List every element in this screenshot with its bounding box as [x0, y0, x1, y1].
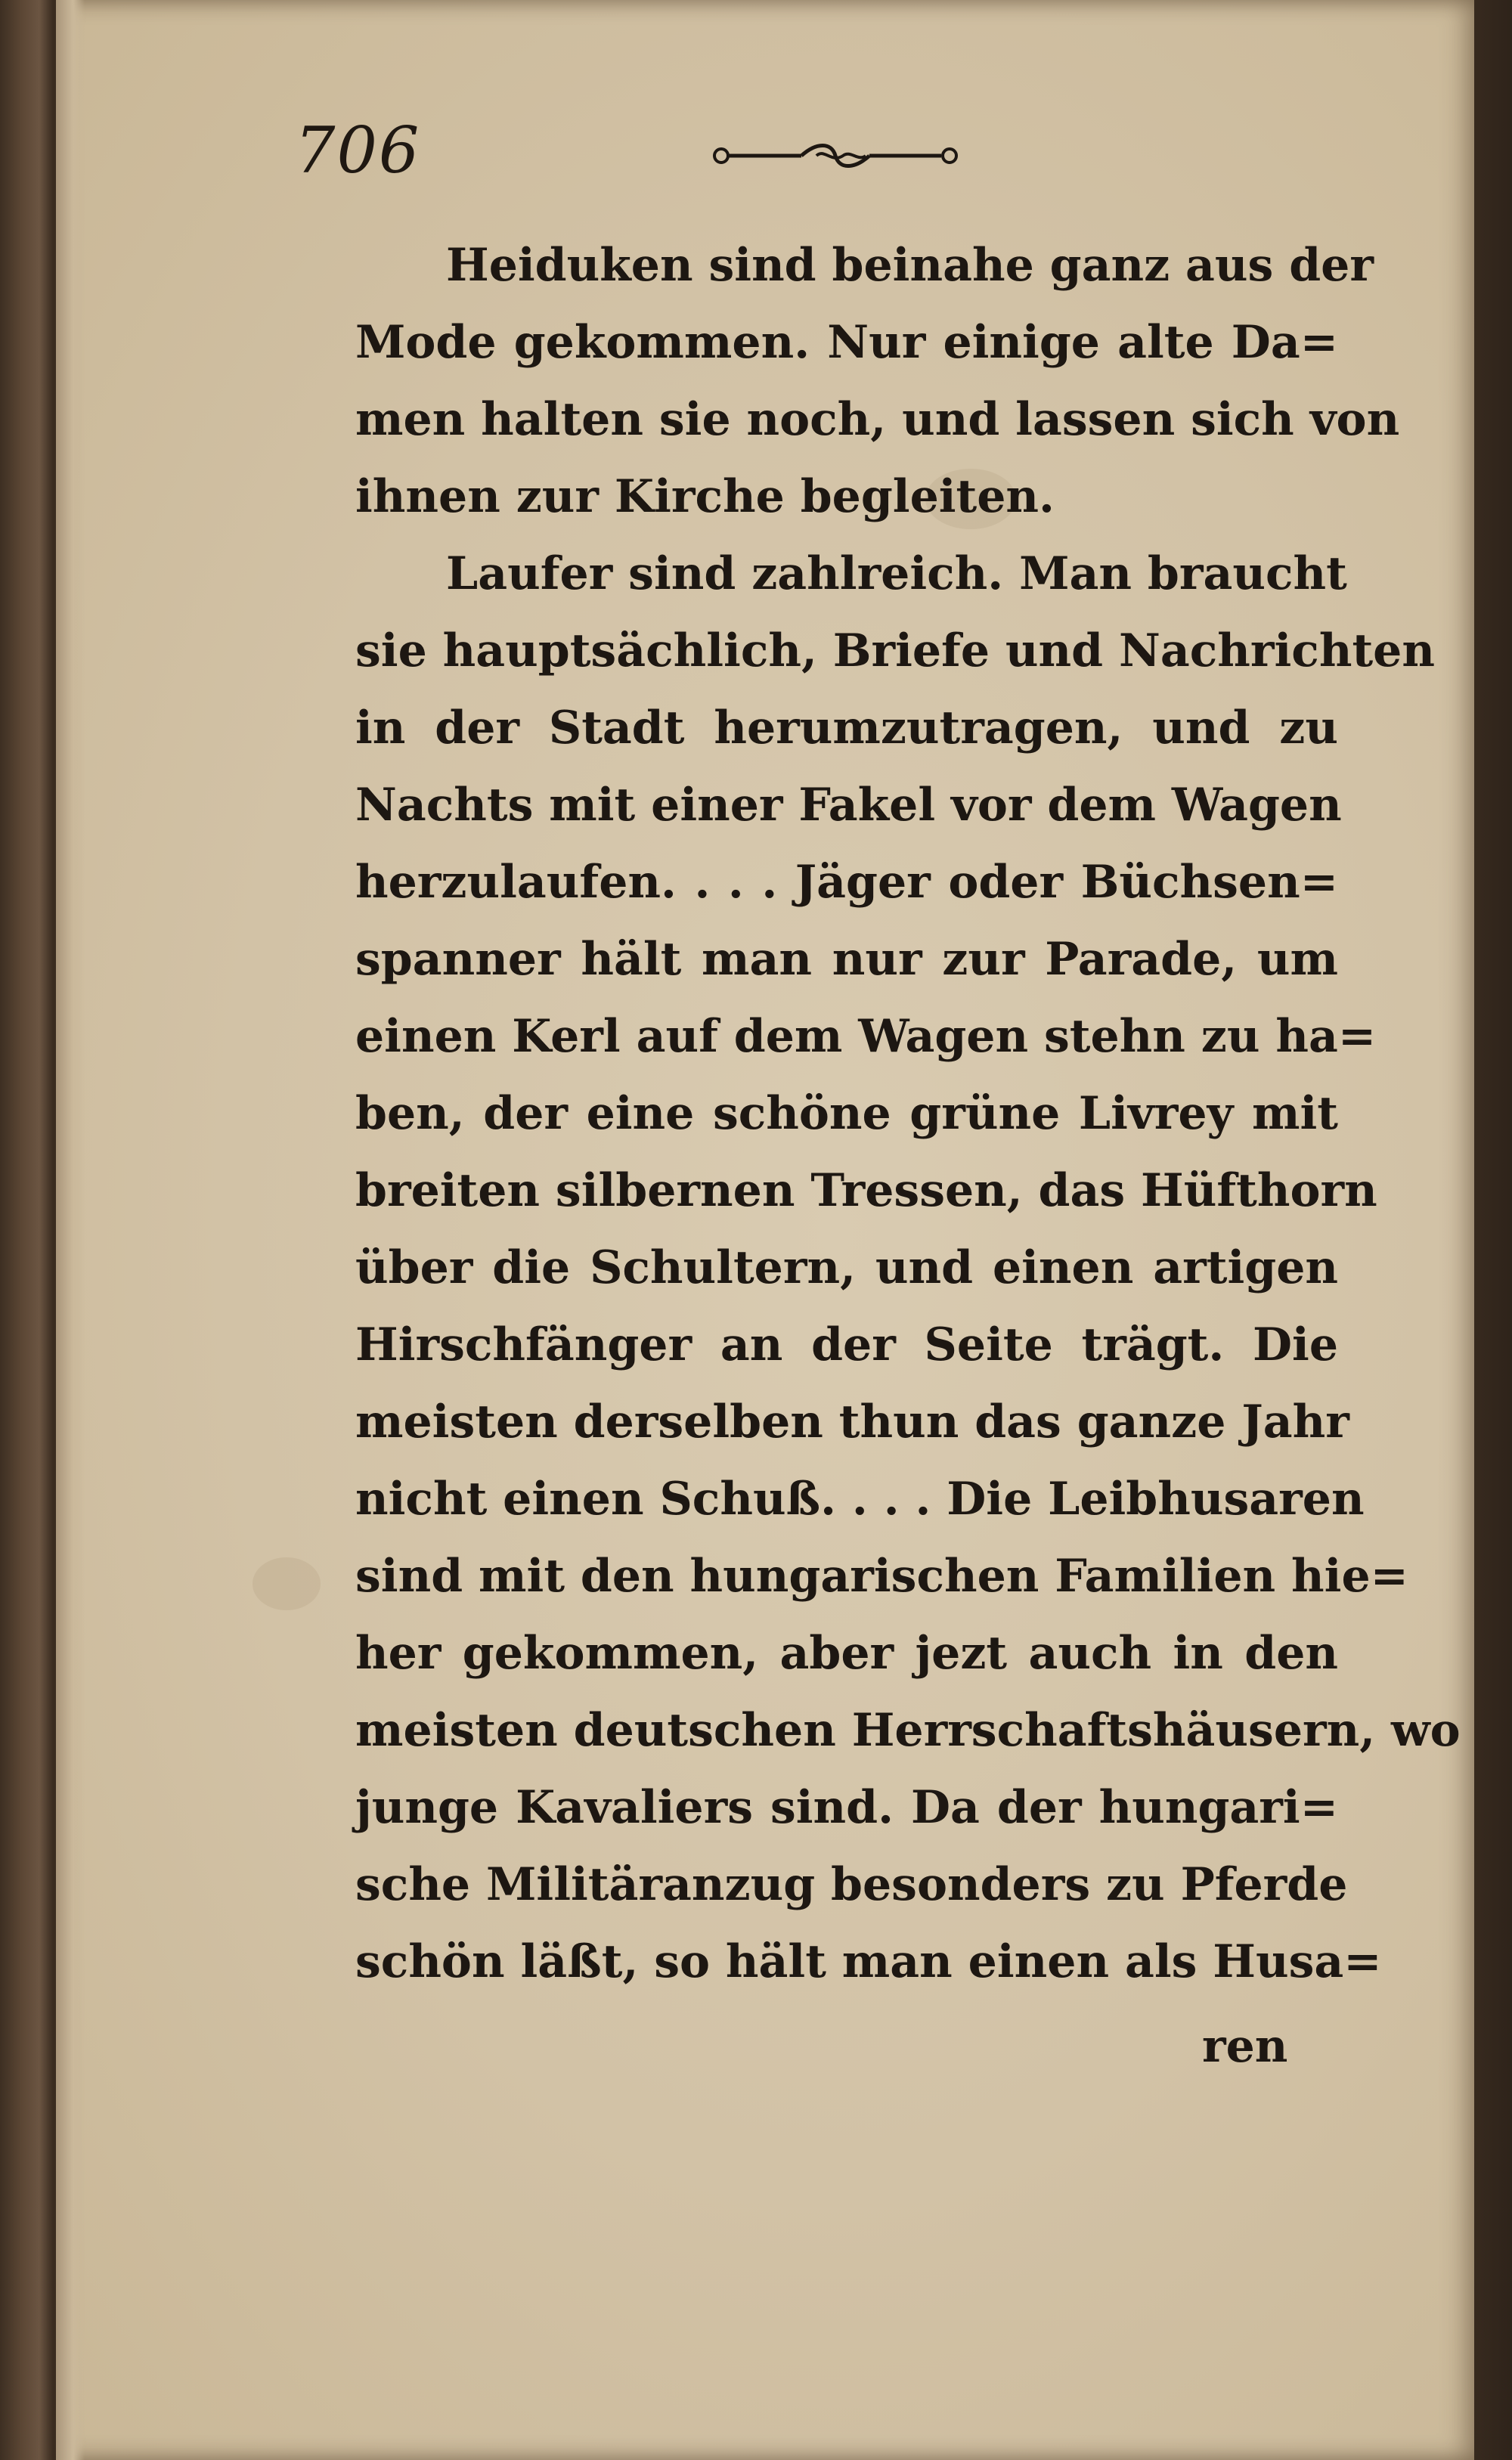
- text-line: schön läßt, so hält man einen als Husa=: [355, 1935, 1382, 1988]
- text-line: über die Schultern, und einen artigen: [355, 1241, 1338, 1294]
- decorative-rule-ornament-icon: [711, 139, 960, 172]
- text-line: sie hauptsächlich, Briefe und Nachrichten: [355, 624, 1435, 677]
- text-line: her gekommen, aber jezt auch in den: [355, 1627, 1338, 1680]
- text-line: sche Militäranzug besonders zu Pferde: [355, 1858, 1348, 1911]
- text-line: Mode gekommen. Nur einige alte Da=: [355, 316, 1338, 369]
- page-header: [295, 113, 1353, 197]
- text-line: Heiduken sind beinahe ganz aus der: [446, 239, 1374, 292]
- text-line: spanner hält man nur zur Parade, um: [355, 933, 1338, 986]
- body-text: [355, 227, 1461, 2000]
- text-line: Laufer sind zahlreich. Man braucht: [446, 547, 1347, 600]
- page-gutter: [56, 0, 85, 2460]
- paper-stain: [253, 1557, 321, 1610]
- text-line: men halten sie noch, und lassen sich von: [355, 393, 1400, 446]
- text-line: ben, der eine schöne grüne Livrey mit: [355, 1087, 1338, 1140]
- text-line: meisten derselben thun das ganze Jahr: [355, 1396, 1349, 1448]
- text-line: junge Kavaliers sind. Da der hungari=: [355, 1781, 1338, 1834]
- text-line: breiten silbernen Tressen, das Hüfthorn: [355, 1164, 1377, 1217]
- text-line: Nachts mit einer Fakel vor dem Wagen: [355, 779, 1342, 832]
- text-line: sind mit den hungarischen Familien hie=: [355, 1550, 1408, 1603]
- catchword: ren: [1202, 2020, 1288, 2073]
- text-line: Hirschfänger an der Seite trägt. Die: [355, 1318, 1338, 1371]
- text-line: in der Stadt herumzutragen, und zu: [355, 702, 1338, 754]
- text-line: ihnen zur Kirche begleiten.: [355, 470, 1055, 523]
- text-line: herzulaufen. . . . Jäger oder Büchsen=: [355, 856, 1338, 909]
- page-number: 706: [295, 113, 421, 187]
- text-line: einen Kerl auf dem Wagen stehn zu ha=: [355, 1010, 1377, 1063]
- text-line: meisten deutschen Herrschaftshäusern, wo: [355, 1704, 1461, 1757]
- text-line: nicht einen Schuß. . . . Die Leibhusaren: [355, 1473, 1365, 1526]
